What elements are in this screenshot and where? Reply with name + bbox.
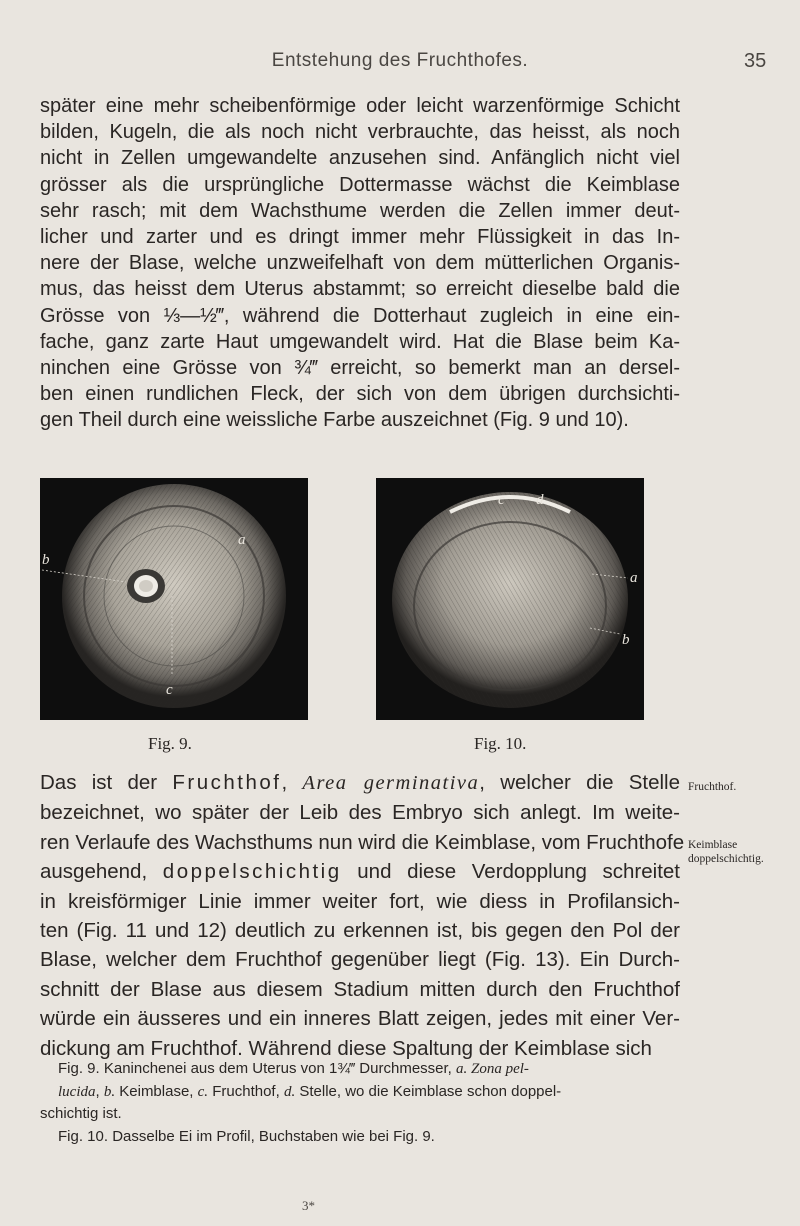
- text-line: fache, ganz zarte Haut umgewandelt wird. Hat die Blase beim Ka-: [40, 330, 680, 353]
- text-line: später eine mehr scheibenförmige oder leicht warzenförmige Schicht: [40, 95, 680, 117]
- text-line: schnitt der Blase aus diesem Stadium mitten durch den Fruchthof: [40, 977, 680, 1001]
- text-line: würde ein äusseres und ein inneres Blatt zeigen, jedes mit einer Ver-: [40, 1007, 680, 1031]
- text-run: Fruchthof,: [208, 1082, 284, 1100]
- label-a: a: [630, 570, 638, 586]
- figure-9-caption: Fig. 9.: [148, 734, 192, 753]
- text-run: ausgehend,: [40, 860, 163, 884]
- margin-note-fruchthof: Fruchthof.: [688, 781, 737, 793]
- text-run: Das ist der: [40, 771, 173, 794]
- term-doppelschichtig: doppelschichtig: [162, 860, 342, 884]
- text-line: [40, 768, 680, 798]
- text-line: sehr rasch; mit dem Wachsthume werden die Zellen immer deut-: [40, 199, 680, 222]
- label-b: b: [42, 552, 50, 568]
- label-a: a: [238, 532, 246, 548]
- text-line: ben einen rundlichen Fleck, der sich von dem übrigen durchsichti-: [40, 383, 680, 406]
- term-fruchthof: Fruchthof: [172, 771, 282, 794]
- text-run: , welcher die Stelle: [479, 771, 680, 794]
- legend-label: a. Zona pel-: [456, 1061, 529, 1077]
- label-c: c: [166, 682, 173, 698]
- figure-10-engraving: [376, 478, 644, 720]
- legend-label: b.: [103, 1083, 116, 1100]
- text-line: gen Theil durch eine weissliche Farbe auszeichnet (Fig. 9 und 10).: [40, 409, 629, 432]
- text-line: ren Verlaufe des Wachsthums nun wird die Keimblase, vom Fruchthofe: [40, 830, 685, 854]
- text-run: Keimblase,: [115, 1082, 198, 1100]
- text-line: ninchen eine Grösse von ¾‴ erreicht, so bemerkt man an dersel-: [40, 357, 680, 380]
- figure-9-engraving: [40, 478, 308, 720]
- figure-9: [40, 478, 308, 720]
- text-line: ten (Fig. 11 und 12) deutlich zu erkennen ist, bis gegen den Pol der: [40, 919, 680, 943]
- paragraph-1: [40, 93, 680, 434]
- legend-fig-9: [58, 1058, 678, 1081]
- page-header: [0, 50, 800, 78]
- text-line: in kreisförmiger Linie immer weiter fort, wie diess in Profilansich-: [40, 889, 680, 913]
- running-title: Entstehung des Fruchthofes.: [271, 50, 529, 71]
- text-line: dickung am Fruchthof. Während diese Spaltung der Keimblase sich: [40, 1036, 652, 1060]
- text-run: ,: [95, 1082, 104, 1100]
- legend-fig-9-end: schichtig ist.: [40, 1105, 122, 1123]
- text-run: ,: [281, 771, 303, 794]
- text-run: Stelle, wo die Keimblase schon doppel-: [295, 1082, 562, 1100]
- label-b: b: [622, 632, 630, 648]
- text-line: grösser als die ursprüngliche Dottermasse wächst die Keimblase: [40, 173, 680, 196]
- text-line: bezeichnet, wo später der Leib des Embryo sich anlegt. Im weite-: [40, 801, 680, 825]
- text-line: bilden, Kugeln, die als noch nicht verbrauchte, das heisst, als noch: [40, 121, 680, 144]
- page-number: 35: [744, 50, 767, 72]
- figure-10-caption: Fig. 10.: [474, 734, 527, 753]
- figure-10: [376, 478, 644, 720]
- text-line: Blase, welcher dem Fruchthof gegenüber liegt (Fig. 13). Ein Durch-: [40, 948, 680, 972]
- margin-note-keimblase: [688, 838, 792, 866]
- legend-fig-9-cont: [58, 1081, 678, 1104]
- label-d: d: [536, 492, 544, 508]
- text-line: [40, 857, 680, 886]
- legend-label: d.: [283, 1083, 296, 1100]
- text-line: mus, das heisst dem Uterus abstammt; so erreicht dieselbe bald die: [40, 278, 680, 301]
- margin-note-line: doppelschichtig.: [688, 853, 764, 865]
- signature-mark: 3*: [302, 1198, 315, 1213]
- text-line: nere der Blase, welche unzweifelhaft von dem mütterlichen Organis-: [40, 252, 680, 275]
- text-run: und diese Verdopplung schreitet: [341, 860, 680, 884]
- figure-legends: [40, 1058, 678, 1148]
- text-run: Fig. 9. Kaninchenei aus dem Uterus von 1¾‴ Durchmesser,: [58, 1060, 457, 1077]
- term-area-germinativa: Area germinativa: [302, 772, 480, 794]
- text-line: nicht in Zellen umgewandelte anzusehen sind. Anfänglich nicht viel: [40, 147, 680, 170]
- text-line: Grösse von ⅓—½‴, während die Dotterhaut zugleich in eine ein-: [40, 304, 680, 327]
- legend-label: c.: [197, 1083, 209, 1100]
- legend-label: lucida: [58, 1083, 96, 1100]
- margin-note-line: Keimblase: [688, 839, 738, 851]
- text-line: licher und zarter und es dringt immer mehr Flüssigkeit in das In-: [40, 226, 680, 249]
- label-c: c: [498, 492, 505, 508]
- legend-fig-10: Fig. 10. Dasselbe Ei im Profil, Buchstaben wie bei Fig. 9.: [58, 1127, 435, 1145]
- paragraph-2: [40, 768, 685, 1063]
